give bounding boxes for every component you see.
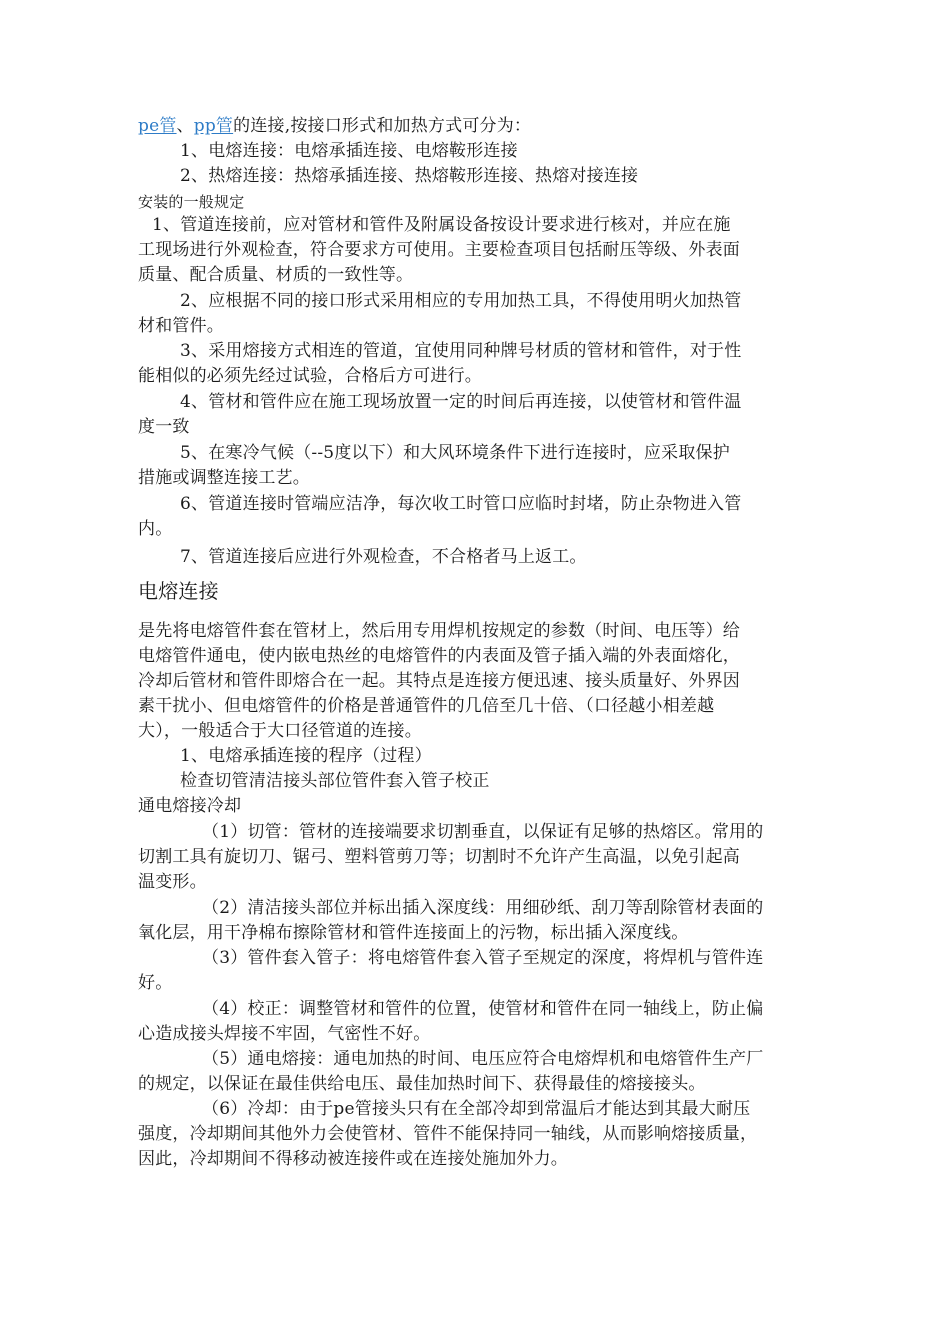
intro-text: 的连接,按接口形式和加热方式可分为： [233,116,532,136]
rule-line: 能相似的必须先经过试验，合格后方可进行。 [138,366,482,386]
section-desc-line: 大），一般适合于大口径管道的连接。 [138,721,422,741]
intro-line [138,114,531,138]
section-heading: 电熔连接 [138,579,219,603]
pe-pipe-link[interactable]: pe管 [138,116,177,136]
procedure-flow: 通电熔接冷却 [138,796,242,816]
rule-line: 3、采用熔接方式相连的管道，宜使用同种牌号材质的管材和管件，对于性 [180,341,742,361]
step-line: 好。 [138,973,173,993]
pp-pipe-link[interactable]: pp管 [193,116,234,136]
step-line: （5）通电熔接：通电加热的时间、电压应符合电熔焊机和电熔管件生产厂 [202,1049,764,1069]
connection-type-2: 2、热熔连接：热熔承插连接、热熔鞍形连接、热熔对接连接 [180,166,639,186]
connection-type-1: 1、电熔连接：电熔承插连接、电熔鞍形连接 [180,141,518,161]
intro-separator: 、 [176,116,194,136]
rule-line: 措施或调整连接工艺。 [138,468,310,488]
step-line: （3）管件套入管子：将电熔管件套入管子至规定的深度，将焊机与管件连 [202,948,764,968]
step-line: 温变形。 [138,872,207,892]
step-line: （2）清洁接头部位并标出插入深度线：用细砂纸、刮刀等刮除管材表面的 [202,898,764,918]
procedure-flow: 检查切管清洁接头部位管件套入管子校正 [180,771,490,791]
step-line: （4）校正：调整管材和管件的位置，使管材和管件在同一轴线上，防止偏 [202,999,764,1019]
rule-line: 7、管道连接后应进行外观检查，不合格者马上返工。 [180,547,587,567]
step-line: 心造成接头焊接不牢固，气密性不好。 [138,1024,431,1044]
rule-line: 6、管道连接时管端应洁净，每次收工时管口应临时封堵，防止杂物进入管 [180,494,742,514]
rule-line: 度一致 [138,417,190,437]
rule-line: 1、管道连接前，应对管材和管件及附属设备按设计要求进行核对，并应在施 [152,215,731,235]
section-desc-line: 是先将电熔管件套在管材上，然后用专用焊机按规定的参数（时间、电压等）给 [138,621,740,641]
step-line: 因此，冷却期间不得移动被连接件或在连接处施加外力。 [138,1149,568,1169]
rule-line: 内。 [138,519,173,539]
rule-line: 5、在寒冷气候（--5度以下）和大风环境条件下进行连接时，应采取保护 [180,443,730,463]
procedure-title: 1、电熔承插连接的程序（过程） [180,746,432,766]
rules-title: 安装的一般规定 [138,193,245,211]
rule-line: 4、管材和管件应在施工现场放置一定的时间后再连接，以使管材和管件温 [180,392,742,412]
rule-line: 2、应根据不同的接口形式采用相应的专用加热工具，不得使用明火加热管 [180,291,742,311]
step-line: 切割工具有旋切刀、锯弓、塑料管剪刀等；切割时不允许产生高温，以免引起高 [138,847,740,867]
rule-line: 质量、配合质量、材质的一致性等。 [138,265,414,285]
step-line: 强度，冷却期间其他外力会使管材、管件不能保持同一轴线，从而影响熔接质量， [138,1124,758,1144]
section-desc-line: 冷却后管材和管件即熔合在一起。其特点是连接方便迅速、接头质量好、外界因 [138,671,740,691]
step-line: 的规定，以保证在最佳供给电压、最佳加热时间下、获得最佳的熔接接头。 [138,1074,706,1094]
rule-line: 材和管件。 [138,316,224,336]
rule-line: 工现场进行外观检查，符合要求方可使用。主要检查项目包括耐压等级、外表面 [138,240,740,260]
section-desc-line: 素干扰小、但电熔管件的价格是普通管件的几倍至几十倍、（口径越小相差越 [138,696,715,716]
section-desc-line: 电熔管件通电，使内嵌电热丝的电熔管件的内表面及管子插入端的外表面熔化， [138,646,740,666]
step-line: （6）冷却：由于pe管接头只有在全部冷却到常温后才能达到其最大耐压 [202,1099,751,1119]
step-line: （1）切管：管材的连接端要求切割垂直，以保证有足够的热熔区。常用的 [202,822,764,842]
step-line: 氧化层，用干净棉布擦除管材和管件连接面上的污物，标出插入深度线。 [138,923,689,943]
